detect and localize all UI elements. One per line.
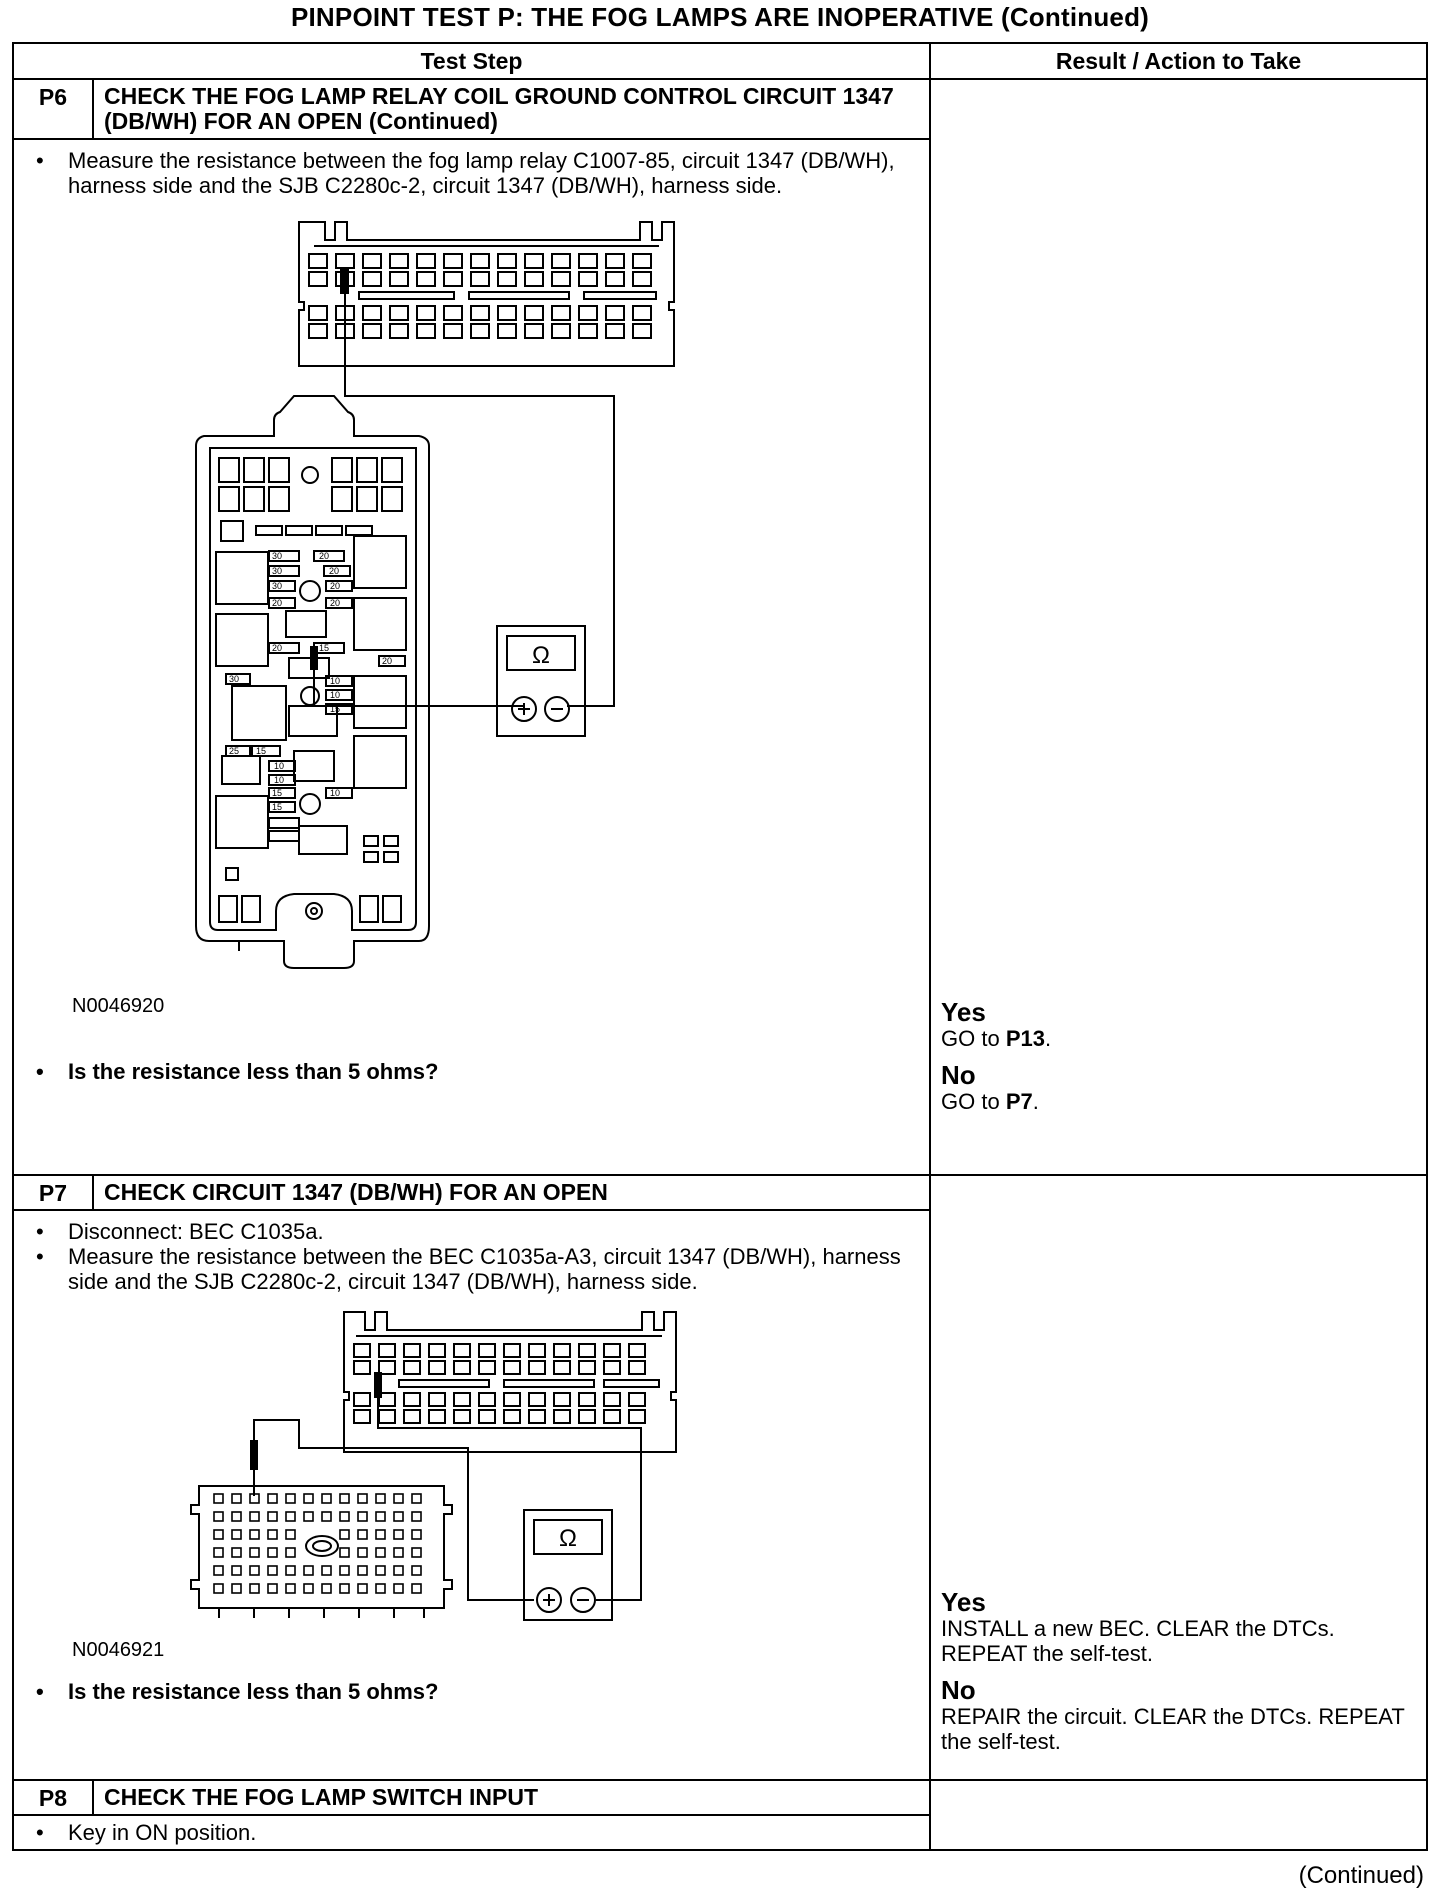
figure-id: N0046920 bbox=[72, 995, 165, 1017]
step-heading: CHECK THE FOG LAMP SWITCH INPUT bbox=[93, 1780, 930, 1815]
goto-link[interactable]: P13 bbox=[1005, 1026, 1045, 1051]
result-no-label: No bbox=[941, 1060, 976, 1090]
fuse-label: 15 bbox=[272, 802, 283, 812]
fuse-label: 10 bbox=[330, 676, 341, 686]
figure-id: N0046921 bbox=[72, 1639, 165, 1661]
step-body bbox=[13, 1210, 930, 1780]
fuse-label: 15 bbox=[330, 704, 341, 714]
result-no-label: No bbox=[941, 1675, 976, 1705]
step-question: • Is the resistance less than 5 ohms? bbox=[24, 1059, 919, 1084]
step-id: P8 bbox=[13, 1780, 93, 1815]
column-header-result: Result / Action to Take bbox=[930, 43, 1427, 79]
step-bullet: • Disconnect: BEC C1035a. bbox=[24, 1219, 919, 1244]
step-question: • Is the resistance less than 5 ohms? bbox=[24, 1679, 919, 1704]
goto-link[interactable]: P7 bbox=[1005, 1089, 1033, 1114]
ohm-symbol: Ω bbox=[559, 1525, 577, 1552]
result-cell bbox=[930, 1780, 1427, 1850]
fuse-label: 20 bbox=[382, 656, 393, 666]
step-bullet: • Measure the resistance between the fog lamp relay C1007-85, circuit 1347 (DB/WH), harness side and the SJB C2280c-2, circuit 1347 (DB/WH), harness side. bbox=[24, 148, 919, 198]
step-bullet: • Measure the resistance between the BEC C1035a-A3, circuit 1347 (DB/WH), harness side and the SJB C2280c-2, circuit 1347 (DB/WH), harness side. bbox=[24, 1244, 919, 1294]
fuse-label: 30 bbox=[229, 674, 240, 684]
result-yes-label: Yes bbox=[941, 997, 986, 1027]
continued-note: (Continued) bbox=[1298, 1862, 1424, 1889]
result-yes-action: GO to P13. bbox=[941, 1026, 1052, 1051]
fuse-label: 15 bbox=[272, 788, 283, 798]
step-id: P6 bbox=[13, 79, 93, 139]
step-body bbox=[13, 139, 930, 1175]
fuse-label: 20 bbox=[319, 551, 330, 561]
probe-bec bbox=[250, 1440, 258, 1470]
fuse-label: 30 bbox=[272, 551, 283, 561]
page-title: PINPOINT TEST P: THE FOG LAMPS ARE INOPERATIVE (Continued) bbox=[290, 2, 1150, 32]
fuse-label: 10 bbox=[330, 690, 341, 700]
column-header-step: Test Step bbox=[13, 43, 930, 79]
step-body bbox=[13, 1815, 930, 1850]
ohm-symbol: Ω bbox=[532, 642, 550, 669]
fuse-label: 20 bbox=[329, 566, 340, 576]
result-no-action: GO to P7. bbox=[941, 1089, 1039, 1114]
fuse-label: 30 bbox=[272, 581, 283, 591]
result-yes-label: Yes bbox=[941, 1587, 986, 1617]
fuse-label: 15 bbox=[319, 643, 330, 653]
fuse-label: 10 bbox=[274, 761, 285, 771]
fuse-label: 10 bbox=[274, 775, 285, 785]
result-no-action: REPAIR the circuit. CLEAR the DTCs. REPEAT the self-test. bbox=[941, 1704, 1405, 1754]
fuse-label: 20 bbox=[272, 598, 283, 608]
step-heading: CHECK THE FOG LAMP RELAY COIL GROUND CONTROL CIRCUIT 1347 (DB/WH) FOR AN OPEN (Continued) bbox=[93, 79, 930, 139]
connector-diagram-p6 bbox=[64, 206, 864, 1106]
fuse-label: 20 bbox=[330, 581, 341, 591]
step-bullet: • Key in ON position. bbox=[24, 1820, 919, 1845]
probe-relay bbox=[310, 646, 318, 670]
probe-sjb bbox=[374, 1372, 382, 1398]
pinpoint-test-table bbox=[12, 42, 1428, 1851]
fuse-label: 10 bbox=[330, 788, 341, 798]
fuse-label: 30 bbox=[272, 566, 283, 576]
fuse-label: 20 bbox=[330, 598, 341, 608]
fuse-label: 15 bbox=[256, 746, 267, 756]
fuse-label: 25 bbox=[229, 746, 240, 756]
result-cell bbox=[930, 79, 1427, 1175]
probe-sjb bbox=[340, 268, 349, 294]
step-heading: CHECK CIRCUIT 1347 (DB/WH) FOR AN OPEN bbox=[93, 1175, 930, 1210]
fuse-label: 20 bbox=[272, 643, 283, 653]
result-yes-action: INSTALL a new BEC. CLEAR the DTCs. REPEAT the self-test. bbox=[941, 1616, 1335, 1666]
connector-diagram-p7 bbox=[64, 1300, 864, 1690]
step-id: P7 bbox=[13, 1175, 93, 1210]
result-cell bbox=[930, 1175, 1427, 1780]
